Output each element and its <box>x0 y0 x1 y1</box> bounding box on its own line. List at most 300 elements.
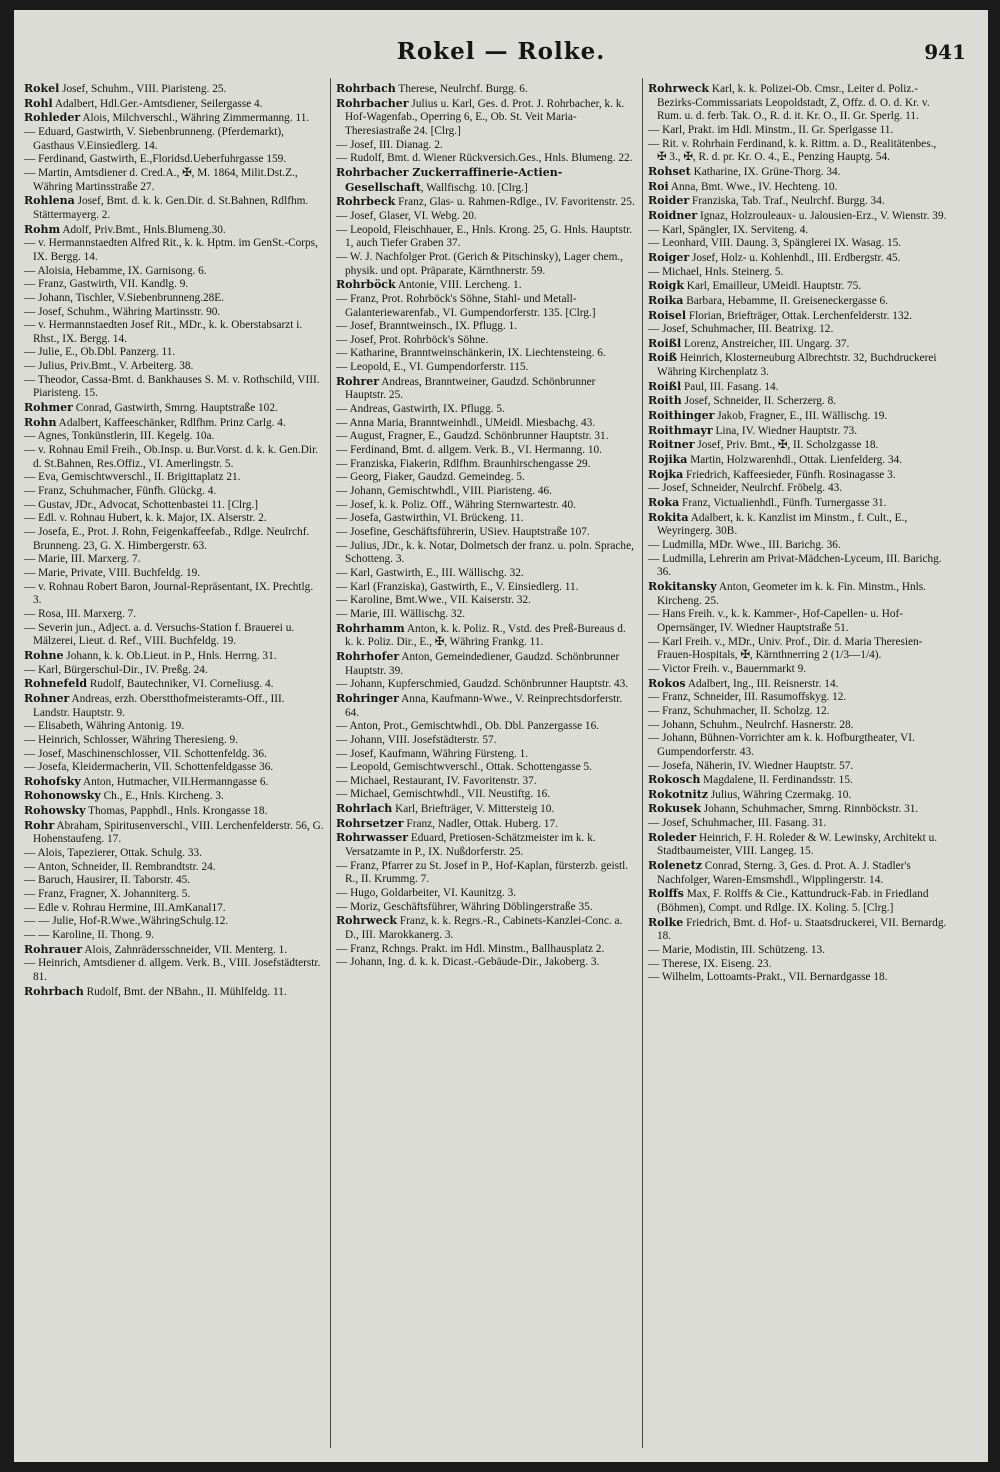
entry-surname: Roidner <box>648 208 698 222</box>
page-title: Rokel — Rolke. <box>396 38 606 65</box>
directory-entry <box>24 430 324 444</box>
entry-text: — Josefa, E., Prot. J. Rohn, Feigenkaffeefab., Rdlge. Neulrchf. Brunneng. 23, G. X. Himbergerstr. 63. <box>24 526 310 552</box>
entry-surname: Roika <box>648 293 684 307</box>
entry-text: — Josef, Schneider, Neulrchf. Fröbelg. 43. <box>648 482 843 495</box>
entry-surname: Rohofsky <box>24 774 81 788</box>
entry-text: — Anton, Prot., Gemischtwhdl., Ob. Dbl. Panzergasse 16. <box>336 720 600 733</box>
entry-text: — v. Rohnau Emil Freih., Ob.Insp. u. Bur.Vorst. d. k. k. Gen.Dir. d. St.Bahnen, Res.Offiz., VI. Amerlingstr. 5. <box>24 444 319 470</box>
entry-text: — Theodor, Cassa-Bmt. d. Bankhauses S. M. v. Rothschild, VIII. Piaristeng. 15. <box>24 373 320 400</box>
entry-text: Antonie, VIII. Lercheng. 1. <box>395 279 522 292</box>
entry-text: — Karl (Franziska), Gastwirth, E., V. Einsiedlerg. 11. <box>336 580 579 593</box>
directory-entry <box>648 323 948 337</box>
entry-text: — Andreas, Gastwirth, IX. Pflugg. 5. <box>336 403 505 416</box>
entry-text: — Franz, Schuhmacher, II. Scholzg. 12. <box>648 704 830 717</box>
entry-text: — Therese, IX. Eiseng. 23. <box>648 957 772 970</box>
entry-text: Franz, Glas- u. Rahmen-Rdlge., IV. Favoritenstr. 25. <box>395 196 635 209</box>
directory-entry <box>648 916 948 944</box>
entry-text: — Michael, Gemischtwhdl., VII. Neustiftg. 16. <box>336 788 551 801</box>
directory-entry <box>24 292 324 306</box>
entry-text: — Marie, III. Wällischg. 32. <box>336 607 466 620</box>
entry-text: — Karl, Prakt. im Hdl. Minstm., II. Gr. Sperlgasse 11. <box>648 123 894 136</box>
directory-entry <box>336 678 636 692</box>
directory-entry <box>24 915 324 929</box>
entry-surname: Roißl <box>648 379 682 393</box>
entry-text: — Josef, Schuhmacher, III. Fasang. 31. <box>648 817 827 830</box>
directory-entry <box>24 82 324 97</box>
directory-entry <box>336 526 636 540</box>
entry-text: Franz, Victualienhdl., Fünfh. Turnergasse 31. <box>679 497 887 510</box>
entry-text: — Josef, Kaufmann, Währing Fürsteng. 1. <box>336 747 529 760</box>
directory-entry <box>336 692 636 720</box>
directory-entry <box>648 424 948 439</box>
entry-surname: Rohrwasser <box>336 831 409 845</box>
directory-entry <box>24 608 324 622</box>
entry-text: Friedrich, Bmt. d. Hof- u. Staatsdruckerei, VII. Bernardg. 18. <box>657 916 947 943</box>
entry-text: — Ludmilla, Lehrerin am Privat-Mädchen-Lyceum, III. Barichg. 36. <box>648 552 942 579</box>
directory-entry <box>648 266 948 280</box>
entry-text: — Agnes, Tonkünstlerin, III. Kegelg. 10a. <box>24 430 215 443</box>
entry-surname: Roißl <box>648 336 682 350</box>
directory-entry <box>24 567 324 581</box>
entry-text: Florian, Briefträger, Ottak. Lerchenfelderstr. 132. <box>686 309 913 322</box>
directory-entry <box>24 874 324 888</box>
entry-text: — Marie, Private, VIII. Buchfeldg. 19. <box>24 566 201 579</box>
directory-entry <box>648 719 948 733</box>
directory-entry <box>24 748 324 762</box>
entry-surname: Rohr <box>24 818 55 832</box>
directory-entry <box>648 636 948 663</box>
entry-surname: Rohrbach <box>336 82 396 95</box>
directory-entry <box>336 956 636 970</box>
entry-text: Max, F. Rolffs & Cie., Kattundruck-Fab. in Friedland (Böhmen), Compt. und Rdlge. IX. Koling. 5. [Clrg.] <box>657 888 929 915</box>
entry-surname: Rohne <box>24 648 64 662</box>
column-divider <box>330 78 331 1448</box>
entry-text: — Severin jun., Adject. a. d. Versuchs-Station f. Brauerei u. Mälzerei, Lieut. d. Ref., VIII. Buchfeldg. 19. <box>24 621 295 648</box>
directory-entry <box>648 971 948 985</box>
directory-entry <box>648 224 948 238</box>
entry-text: Anton, Gemeindediener, Gaudzd. Schönbrunner Hauptstr. 39. <box>345 650 620 677</box>
directory-entry <box>336 444 636 458</box>
directory-entry <box>336 195 636 210</box>
directory-entry <box>648 279 948 294</box>
entry-surname: Rohleder <box>24 111 81 125</box>
entry-text: Abraham, Spiritusenverschl., VIII. Lerchenfelderstr. 56, G. Hohenstaufeng. 17. <box>33 819 324 846</box>
directory-entry <box>336 485 636 499</box>
entry-text: Anton, k. k. Poliz. R., Vstd. des Preß-Bureaus d. k. k. Poliz. Dir., E., ✠, Währing Frankg. 11. <box>345 622 626 649</box>
entry-text: — Leopold, Fleischhauer, E., Hnls. Krong. 25, G. Hnls. Hauptstr. 1, auch Tiefer Graben 37. <box>336 223 633 250</box>
directory-entry <box>24 278 324 292</box>
directory-entry <box>24 485 324 499</box>
directory-entry <box>336 458 636 472</box>
entry-text: — Marie, Modistin, III. Schützeng. 13. <box>648 944 825 957</box>
directory-entry <box>336 210 636 224</box>
entry-text: — Ferdinand, Bmt. d. allgem. Verk. B., VI. Hermanng. 10. <box>336 444 602 457</box>
entry-text: — v. Rohnau Robert Baron, Journal-Repräsentant, IX. Prechtlg. 3. <box>24 580 314 607</box>
directory-entry <box>336 430 636 444</box>
entry-surname: Rohonowsky <box>24 789 101 803</box>
directory-entry <box>648 705 948 719</box>
entry-text: — W. J. Nachfolger Prot. (Gerich & Pitschinsky), Lager chem., physik. und opt. Präparate, Kärnthnerstr. 59. <box>336 250 624 277</box>
entry-text: — Gustav, JDr., Advocat, Schottenbastei 11. [Clrg.] <box>24 498 258 511</box>
entry-text: Barbara, Hebamme, II. Greiseneckergasse 6. <box>683 294 889 307</box>
directory-entry <box>24 943 324 958</box>
entry-text: — Marie, III. Marxerg. 7. <box>24 553 141 566</box>
entry-text: — Johann, VIII. Josefstädterstr. 57. <box>336 733 497 746</box>
entry-text: — Josef, Schuhmacher, III. Beatrixg. 12. <box>648 323 834 336</box>
entry-surname: Rolenetz <box>648 859 702 873</box>
entry-surname: Roider <box>648 194 690 208</box>
entry-text: — Johann, Kupferschmied, Gaudzd. Schönbrunner Hauptstr. 43. <box>336 678 629 691</box>
entry-text: Ignaz, Holzrouleaux- u. Jalousien-Erz., V. Wienstr. 39. <box>697 209 947 222</box>
directory-entry <box>24 167 324 194</box>
entry-text: — v. Hermannstaedten Alfred Rit., k. k. Hptm. im GenSt.-Corps, IX. Bergg. 14. <box>24 237 318 263</box>
entry-surname: Roigk <box>648 279 684 293</box>
entry-text: Josef, Bmt. d. k. k. Gen.Dir. d. St.Bahnen, Rdlfhm. Stättermayerg. 2. <box>33 195 309 221</box>
entry-text: Therese, Neulrchf. Burgg. 6. <box>395 83 528 95</box>
directory-entry <box>24 471 324 485</box>
entry-text: — — Julie, Hof-R.Wwe.,WähringSchulg.12. <box>24 915 229 928</box>
entry-surname: Rohrbacher <box>336 96 409 110</box>
entry-surname: Rohrbach <box>24 984 84 998</box>
entry-surname: Rojka <box>648 467 684 481</box>
entry-text: — Josef, k. k. Poliz. Off., Währing Sternwartestr. 40. <box>336 498 576 511</box>
directory-entry <box>648 294 948 309</box>
entry-text: — Ferdinand, Gastwirth, E.,Floridsd.Ueberfuhrgasse 159. <box>24 153 287 166</box>
directory-entry <box>648 958 948 972</box>
entry-text: — Julius, Priv.Bmt., V. Arbeiterg. 38. <box>24 360 194 373</box>
entry-text: Adolf, Priv.Bmt., Hnls.Blumeng.30. <box>60 223 226 236</box>
directory-entry <box>24 888 324 902</box>
entry-text: — Franz, Pfarrer zu St. Josef in P., Hof-Kaplan, fürsterzb. geistl. R., II. Krummg. 7. <box>336 859 629 886</box>
entry-text: — Alois, Tapezierer, Ottak. Schulg. 33. <box>24 847 203 860</box>
entry-text: Katharine, IX. Grüne-Thorg. 34. <box>690 165 841 178</box>
directory-entry <box>336 788 636 802</box>
entry-text: Karl, Briefträger, V. Mittersteig 10. <box>392 803 555 816</box>
directory-entry <box>648 237 948 251</box>
entry-text: — Josef, Glaser, VI. Webg. 20. <box>336 209 477 222</box>
entry-text: — Victor Freih. v., Bauernmarkt 9. <box>648 662 807 675</box>
directory-entry <box>648 732 948 759</box>
directory-entry <box>24 153 324 167</box>
entry-surname: Rohset <box>648 164 691 178</box>
directory-entry <box>336 608 636 622</box>
directory-entry <box>336 860 636 887</box>
directory-entry <box>336 567 636 581</box>
directory-entry <box>648 773 948 788</box>
entry-text: — Josefa, Gastwirthin, VI. Brückeng. 11. <box>336 512 524 525</box>
entry-surname: Rokusek <box>648 802 701 816</box>
directory-entry <box>648 608 948 635</box>
entry-surname: Rohringer <box>336 691 399 705</box>
entry-text: — Wilhelm, Lottoamts-Prakt., VII. Bernardgasse 18. <box>648 971 888 984</box>
entry-text: — Johann, Ing. d. k. k. Dicast.-Gebäude-Dir., Jakoberg. 3. <box>336 956 600 969</box>
entry-text: — Michael, Hnls. Steinerg. 5. <box>648 265 784 278</box>
entry-text: Anton, Geometer im k. k. Fin. Minstm., Hnls. Kircheng. 25. <box>657 580 927 607</box>
directory-entry <box>648 251 948 266</box>
entry-surname: Roka <box>648 496 680 510</box>
entry-text: — Eduard, Gastwirth, V. Siebenbrunneng. (Pferdemarkt), Gasthaus V.Einsiedlerg. 14. <box>24 125 284 152</box>
entry-surname: Rohm <box>24 222 61 236</box>
directory-entry <box>336 334 636 348</box>
directory-entry <box>648 817 948 831</box>
entry-surname: Rohmer <box>24 401 73 415</box>
entry-text: Karl, Emailleur, UMeidl. Hauptstr. 75. <box>683 280 862 293</box>
entry-text: Franziska, Tab. Traf., Neulrchf. Burgg. 34. <box>689 195 885 208</box>
directory-entry <box>24 677 324 692</box>
directory-entry <box>24 526 324 553</box>
entry-text: — Anna Maria, Branntweinhdl., UMeidl. Miesbachg. 43. <box>336 416 596 429</box>
entry-text: — Anton, Schneider, II. Rembrandtstr. 24. <box>24 860 216 873</box>
directory-entry <box>24 957 324 984</box>
directory-entry <box>24 306 324 320</box>
directory-entry <box>336 817 636 832</box>
directory-entry <box>336 320 636 334</box>
directory-entry <box>648 394 948 409</box>
entry-text: — Julie, E., Ob.Dbl. Panzerg. 11. <box>24 346 176 359</box>
directory-entry <box>336 82 636 97</box>
directory-entry <box>24 265 324 279</box>
entry-surname: Roithinger <box>648 409 715 423</box>
entry-text: — Martin, Amtsdiener d. Cred.A., ✠, M. 1864, Milit.Dst.Z., Währing Martinsstraße 27. <box>24 166 298 193</box>
entry-surname: Rohn <box>24 415 57 429</box>
directory-entry <box>24 194 324 222</box>
entry-surname: Rohrbeck <box>336 195 396 209</box>
entry-surname: Rohrer <box>336 374 380 388</box>
entry-text: — Franz, Rchngs. Prakt. im Hdl. Minstm., Ballhausplatz 2. <box>336 942 605 955</box>
entry-text: Lina, IV. Wiedner Hauptstr. 73. <box>712 424 858 437</box>
directory-entry <box>336 734 636 748</box>
directory-entry <box>24 775 324 790</box>
entry-surname: Rokosch <box>648 773 701 787</box>
entry-text: Josef, Schuhm., VIII. Piaristeng. 25. <box>59 83 227 95</box>
directory-entry <box>336 581 636 595</box>
directory-entry <box>648 859 948 887</box>
directory-entry <box>336 347 636 361</box>
directory-entry <box>24 789 324 804</box>
directory-entry <box>336 622 636 650</box>
entry-surname: Rokitansky <box>648 579 717 593</box>
entry-surname: Rohrsetzer <box>336 816 404 830</box>
entry-surname: Rolke <box>648 915 684 929</box>
entry-text: — Franz, Schneider, III. Rasumoffskyg. 12. <box>648 691 847 704</box>
entry-surname: Rokita <box>648 510 689 524</box>
directory-entry <box>648 165 948 180</box>
entry-text: — Eva, Gemischtwverschl., II. Brigittaplatz 21. <box>24 471 241 484</box>
entry-text: — Karl, Spängler, IX. Serviteng. 4. <box>648 223 809 236</box>
entry-text: — Karoline, Bmt.Wwe., VII. Kaiserstr. 32. <box>336 594 531 607</box>
directory-entry <box>24 929 324 943</box>
directory-entry <box>336 403 636 417</box>
entry-text: — Rit. v. Rohrhain Ferdinand, k. k. Rittm. a. D., Realitätenbes., ✠ 3., ✠, R. d. pr. Kr. O. 4., E., Penzing Hauptg. 54. <box>648 137 937 164</box>
directory-entry <box>24 649 324 664</box>
entry-surname: Rohlena <box>24 194 75 208</box>
entry-text: Julius, Währing Czermakg. 10. <box>708 788 852 801</box>
directory-entry <box>24 360 324 374</box>
directory-entry <box>24 499 324 513</box>
directory-entry <box>336 831 636 859</box>
entry-surname: Rojika <box>648 453 688 467</box>
entry-text: — Johann, Tischler, V.Siebenbrunneng.28E. <box>24 291 224 304</box>
entry-text: Adalbert, Kaffeeschänker, Rdlfhm. Prinz Carlg. 4. <box>56 416 286 429</box>
directory-entry <box>336 512 636 526</box>
entry-text: — Franz, Gastwirth, VII. Kandlg. 9. <box>24 278 189 291</box>
entry-text: — Johann, Bühnen-Vorrichter am k. k. Hofburgtheater, VI. Gumpendorferstr. 43. <box>648 732 915 758</box>
entry-text: — Leopold, Gemischtwverschl., Ottak. Schottengasse 5. <box>336 761 593 774</box>
directory-entry <box>648 82 948 124</box>
directory-entry <box>648 677 948 692</box>
entry-text: — Karl, Bürgerschul-Dir., IV. Preßg. 24. <box>24 663 208 676</box>
entry-surname: Rokos <box>648 676 686 690</box>
directory-entry <box>336 375 636 403</box>
directory-entry <box>24 847 324 861</box>
directory-entry <box>336 720 636 734</box>
entry-surname: Roiß <box>648 351 678 365</box>
entry-surname: Rohrhamm <box>336 621 405 635</box>
directory-entry <box>336 471 636 485</box>
entry-surname: Rohrauer <box>24 942 83 956</box>
entry-text: — Franz, Schuhmacher, Fünfh. Glückg. 4. <box>24 485 217 498</box>
entry-surname: Rokel <box>24 82 60 95</box>
entry-text: Conrad, Gastwirth, Smrng. Hauptstraße 102. <box>72 402 278 415</box>
directory-entry <box>648 496 948 511</box>
directory-entry <box>336 887 636 901</box>
entry-surname: Roitner <box>648 438 695 452</box>
entry-text: — Josefa, Näherin, IV. Wiedner Hauptstr. 57. <box>648 759 854 772</box>
directory-entry <box>336 278 636 293</box>
directory-entry <box>648 539 948 553</box>
entry-surname: Rohrhofer <box>336 649 400 663</box>
entry-text: — Leopold, E., VI. Gumpendorferstr. 115. <box>336 361 529 374</box>
entry-text: Johann, k. k. Ob.Lieut. in P., Hnls. Herrng. 31. <box>63 649 277 662</box>
entry-text: — Josef, Branntweinsch., IX. Pflugg. 1. <box>336 320 518 333</box>
directory-entry <box>648 482 948 496</box>
entry-text: , Wallfischg. 10. [Clrg.] <box>420 181 528 194</box>
directory-entry <box>336 748 636 762</box>
directory-entry <box>24 734 324 748</box>
directory-entry <box>24 902 324 916</box>
entry-text: — Ludmilla, MDr. Wwe., III. Barichg. 36. <box>648 539 841 551</box>
directory-entry <box>648 511 948 539</box>
entry-surname: Roiger <box>648 250 690 264</box>
entry-text: — Josef, Maschinenschlosser, VII. Schottenfeldg. 36. <box>24 747 267 760</box>
directory-entry <box>336 914 636 942</box>
entry-text: — v. Hermannstaedten Josef Rit., MDr., k. k. Oberstabsarzt i. Rhst., IX. Bergg. 14. <box>24 319 303 345</box>
entry-surname: Rohnefeld <box>24 677 88 691</box>
directory-entry <box>336 152 636 166</box>
entry-text: — Franziska, Fiakerin, Rdlfhm. Braunhirschengasse 29. <box>336 457 591 470</box>
entry-text: Thomas, Papphdl., Hnls. Krongasse 18. <box>85 805 268 818</box>
directory-column-1 <box>24 82 324 1452</box>
entry-text: Martin, Holzwarenhdl., Ottak. Lienfelderg. 34. <box>687 454 903 467</box>
entry-text: Adalbert, k. k. Kanzlist im Minstm., f. Cult., E., Weyringerg. 30B. <box>657 511 908 538</box>
entry-text: — Julius, JDr., k. k. Notar, Dolmetsch der franz. u. poln. Sprache, Schotteng. 3. <box>336 539 634 566</box>
entry-text: Julius u. Karl, Ges. d. Prot. J. Rohrbacher, k. k. Hof-Wagenfab., Operring 6, E., Ob. St. Veit Maria-Theresiastraße 24. [Clrg.] <box>345 97 625 137</box>
directory-entry <box>24 985 324 1000</box>
entry-surname: Rohner <box>24 691 70 705</box>
entry-surname: Roithmayr <box>648 423 713 437</box>
entry-text: — Michael, Restaurant, IV. Favoritenstr. 37. <box>336 774 537 787</box>
entry-text: Andreas, erzh. Oberstthofmeisteramts-Off., III. Landstr. Hauptstr. 9. <box>33 692 285 719</box>
entry-text: — — Karoline, II. Thong. 9. <box>24 929 154 942</box>
directory-entry <box>648 788 948 803</box>
entry-text: — Johann, Schuhm., Neulrchf. Hasnerstr. 28. <box>648 718 854 731</box>
entry-text: — Aloisia, Hebamme, IX. Garnisong. 6. <box>24 264 207 277</box>
directory-entry <box>648 691 948 705</box>
entry-surname: Rohrböck <box>336 278 396 292</box>
directory-entry <box>24 804 324 819</box>
entry-text: — Baruch, Hausirer, II. Taborstr. 45. <box>24 874 191 887</box>
directory-entry <box>648 409 948 424</box>
directory-entry <box>336 97 636 139</box>
directory-entry <box>336 166 636 195</box>
directory-entry <box>336 943 636 957</box>
entry-surname: Rohrbacher Zuckerraffinerie-Actien-Gesellschaft <box>336 165 563 194</box>
entry-text: Alois, Milchverschl., Währing Zimmermanng. 11. <box>80 112 310 125</box>
directory-page <box>14 10 988 1462</box>
entry-text: — Rosa, III. Marxerg. 7. <box>24 607 137 620</box>
entry-text: Anton, Hutmacher, VII.Hermanngasse 6. <box>80 775 269 788</box>
entry-text: Andreas, Branntweiner, Gaudzd. Schönbrunner Hauptstr. 25. <box>345 375 596 402</box>
directory-entry <box>24 622 324 649</box>
entry-text: Conrad, Sterng. 3, Ges. d. Prot. A. J. Stadler's Nachfolger, Waren-Emsmshdl., Wipplingerstr. 14. <box>657 860 911 886</box>
directory-entry <box>24 819 324 847</box>
entry-text: Eduard, Pretiosen-Schätzmeister im k. k. Versatzamte in P., IX. Nußdorferstr. 25. <box>345 832 596 859</box>
directory-column-2 <box>336 82 636 1452</box>
directory-entry <box>648 124 948 138</box>
directory-entry <box>648 194 948 209</box>
directory-entry <box>648 663 948 677</box>
directory-entry <box>336 775 636 789</box>
directory-entry <box>648 438 948 453</box>
entry-surname: Roith <box>648 394 682 408</box>
entry-text: — Karl, Gastwirth, E., III. Wällischg. 32. <box>336 566 524 579</box>
directory-entry <box>24 346 324 360</box>
directory-entry <box>24 374 324 401</box>
entry-text: — Josefa, Kleidermacherin, VII. Schottenfeldgasse 36. <box>24 761 274 774</box>
directory-entry <box>336 802 636 817</box>
entry-text: — Franz, Prot. Rohrböck's Söhne, Stahl- und Metall-Galanteriewarenfab., VI. Gumpendorferstr. 135. [Clrg.] <box>336 292 596 319</box>
entry-text: — Hugo, Goldarbeiter, VI. Kaunitzg. 3. <box>336 887 517 900</box>
directory-entry <box>336 650 636 678</box>
entry-text: Anna, Kaufmann-Wwe., V. Reinprechtsdorferstr. 64. <box>345 692 623 719</box>
entry-text: — Georg, Fiaker, Gaudzd. Gemeindeg. 5. <box>336 471 525 484</box>
column-divider <box>642 78 643 1448</box>
directory-entry <box>24 761 324 775</box>
entry-text: — Heinrich, Amtsdiener d. allgem. Verk. B., VIII. Josefstädterstr. 81. <box>24 957 321 983</box>
entry-surname: Rohrweck <box>336 914 398 928</box>
entry-text: — Karl Freih. v., MDr., Univ. Prof., Dir. d. Maria Theresien-Frauen-Hospitals, ✠, Kärnthnerring 2 (1/3—1/4). <box>648 635 923 662</box>
entry-surname: Rokotnitz <box>648 787 709 801</box>
entry-text: — Hans Freih. v., k. k. Kammer-, Hof-Capellen- u. Hof-Opernsänger, IV. Wiedner Hauptstraße 51. <box>648 608 904 634</box>
directory-entry <box>648 802 948 817</box>
entry-text: — Johann, Gemischtwhdl., VIII. Piaristeng. 46. <box>336 485 552 498</box>
entry-text: Lorenz, Anstreicher, III. Ungarg. 37. <box>681 337 850 350</box>
entry-text: Franz, k. k. Regrs.-R., Cabinets-Kanzlei-Conc. a. D., III. Marokkanerg. 3. <box>345 915 623 942</box>
entry-text: Jakob, Fragner, E., III. Wällischg. 19. <box>714 410 888 423</box>
entry-surname: Roleder <box>648 830 697 844</box>
entry-text: — Katharine, Branntweinschänkerin, IX. Liechtensteing. 6. <box>336 347 606 360</box>
entry-text: — Moriz, Geschäftsführer, Währing Döblingerstraße 35. <box>336 900 593 913</box>
directory-entry <box>648 580 948 608</box>
directory-entry <box>24 581 324 608</box>
entry-text: Karl, k. k. Polizei-Ob. Cmsr., Leiter d. Poliz.-Bezirks-Commissariats Leopoldstadt, Z, Offz. d. O. d. Kr. v. Rum. u. d. ferb. Tak. O., R. d. it. Kr. O., II. Gr. Sperlg. 11. <box>657 83 930 123</box>
entry-text: — Heinrich, Schlosser, Währing Theresieng. 9. <box>24 733 239 746</box>
directory-entry <box>648 887 948 915</box>
directory-entry <box>648 309 948 324</box>
directory-entry <box>648 468 948 483</box>
directory-entry <box>24 97 324 112</box>
directory-entry <box>24 416 324 431</box>
